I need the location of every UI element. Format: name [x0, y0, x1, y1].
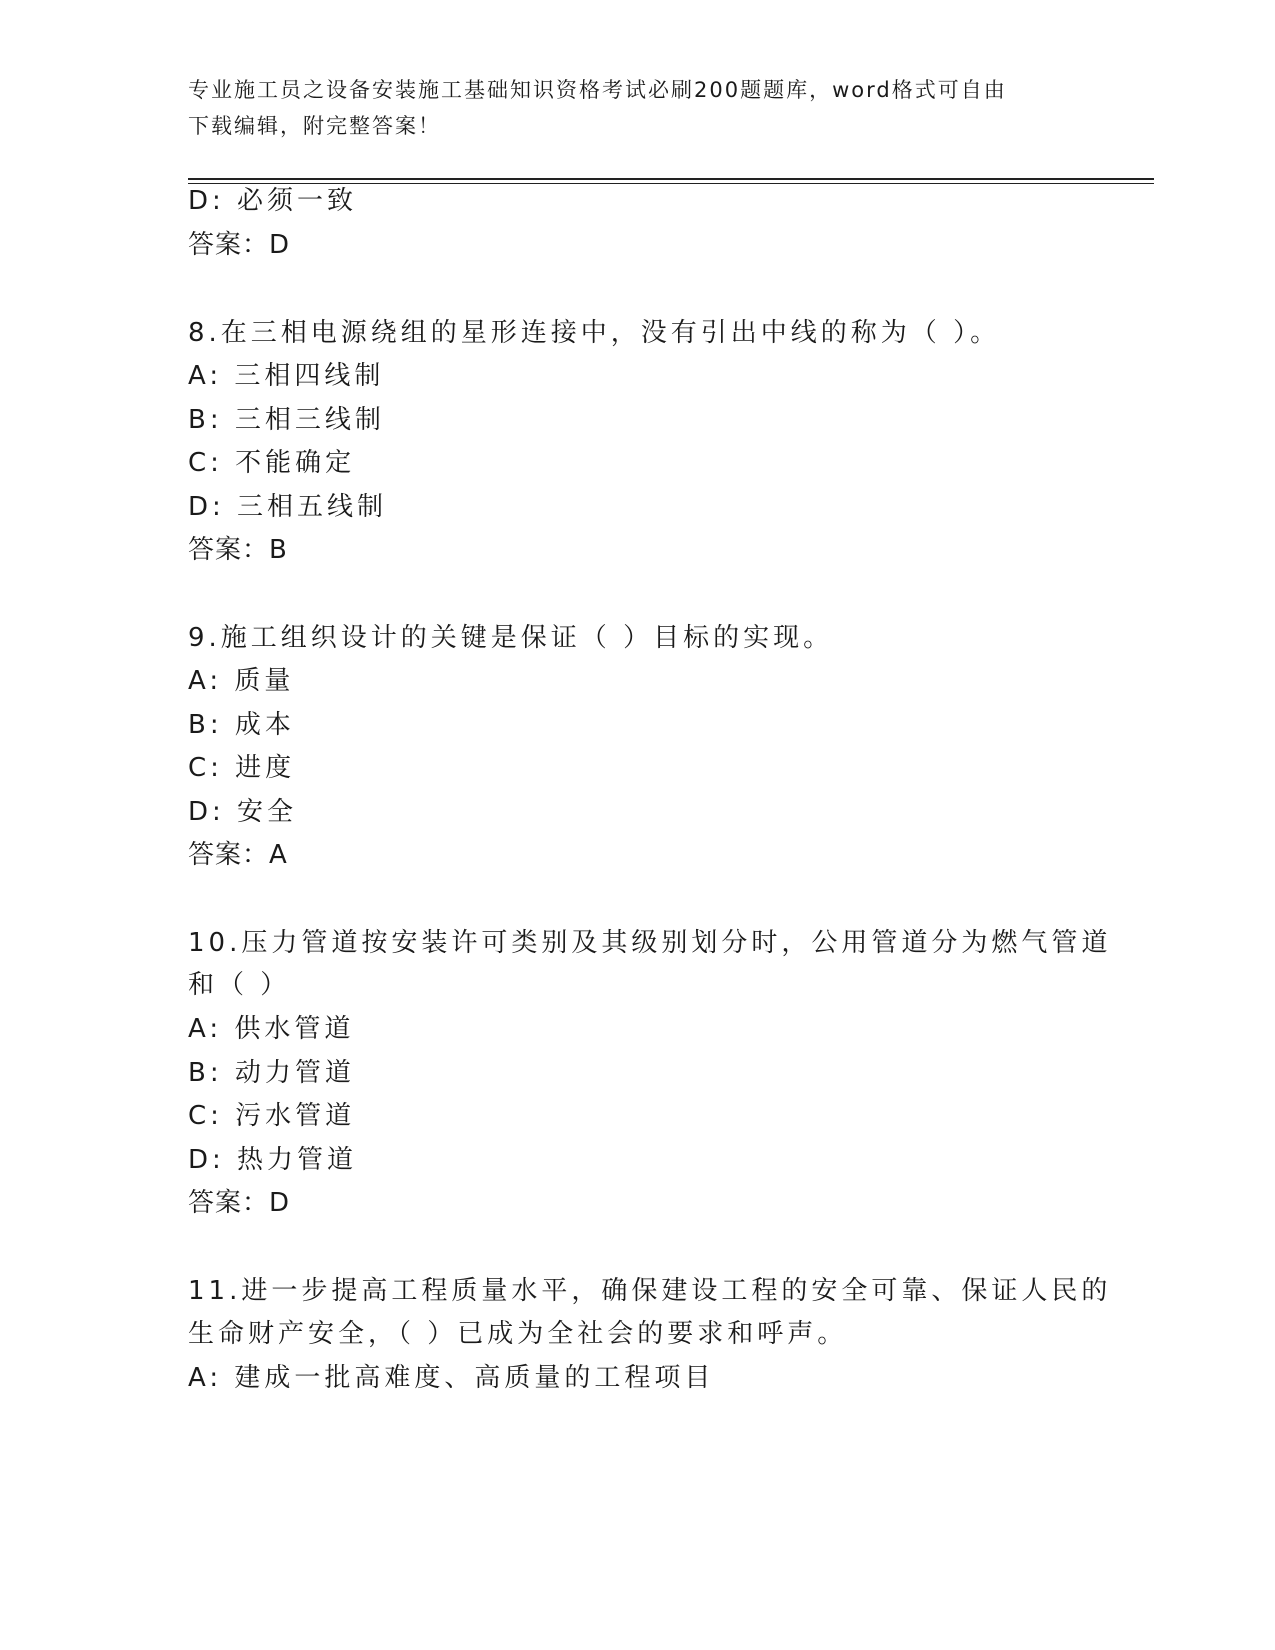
q8-answer: 答案：B [188, 535, 288, 565]
q10-answer: 答案：D [188, 1188, 291, 1218]
q10-option-d: D: 热力管道 [188, 1145, 358, 1175]
q10-stem-line-2: 和（ ） [188, 970, 291, 1000]
q8-option-d: D: 三相五线制 [188, 492, 388, 522]
header-title-line-2: 下载编辑，附完整答案！ [188, 114, 441, 138]
q11-stem-line-2: 生命财产安全，（ ）已成为全社会的要求和呼声。 [188, 1319, 848, 1349]
q9-option-c: C: 进度 [188, 753, 296, 783]
q11-stem-line-1: 11.进一步提高工程质量水平，确保建设工程的安全可靠、保证人民的 [188, 1276, 1112, 1306]
q8-option-c: C: 不能确定 [188, 448, 356, 478]
q10-stem-line-1: 10.压力管道按安装许可类别及其级别划分时，公用管道分为燃气管道 [188, 928, 1112, 958]
header-divider [188, 178, 1154, 180]
prev-option-d: D: 必须一致 [188, 186, 358, 216]
q9-answer: 答案：A [188, 840, 288, 870]
q10-option-b: B: 动力管道 [188, 1058, 355, 1088]
document-header [188, 72, 1088, 144]
q11-option-a: A: 建成一批高难度、高质量的工程项目 [188, 1363, 715, 1393]
q9-option-b: B: 成本 [188, 710, 295, 740]
q9-option-a: A: 质量 [188, 666, 295, 696]
q10-option-c: C: 污水管道 [188, 1101, 356, 1131]
q8-option-a: A: 三相四线制 [188, 361, 385, 391]
q9-option-d: D: 安全 [188, 797, 298, 827]
q9-stem: 9.施工组织设计的关键是保证（ ）目标的实现。 [188, 623, 834, 653]
header-title-line-1: 专业施工员之设备安装施工基础知识资格考试必刷200题题库，word格式可自由 [188, 78, 1007, 102]
prev-answer: 答案：D [188, 230, 291, 260]
q8-stem: 8.在三相电源绕组的星形连接中，没有引出中线的称为（ ）。 [188, 318, 1001, 348]
q8-option-b: B: 三相三线制 [188, 405, 385, 435]
q10-option-a: A: 供水管道 [188, 1014, 355, 1044]
